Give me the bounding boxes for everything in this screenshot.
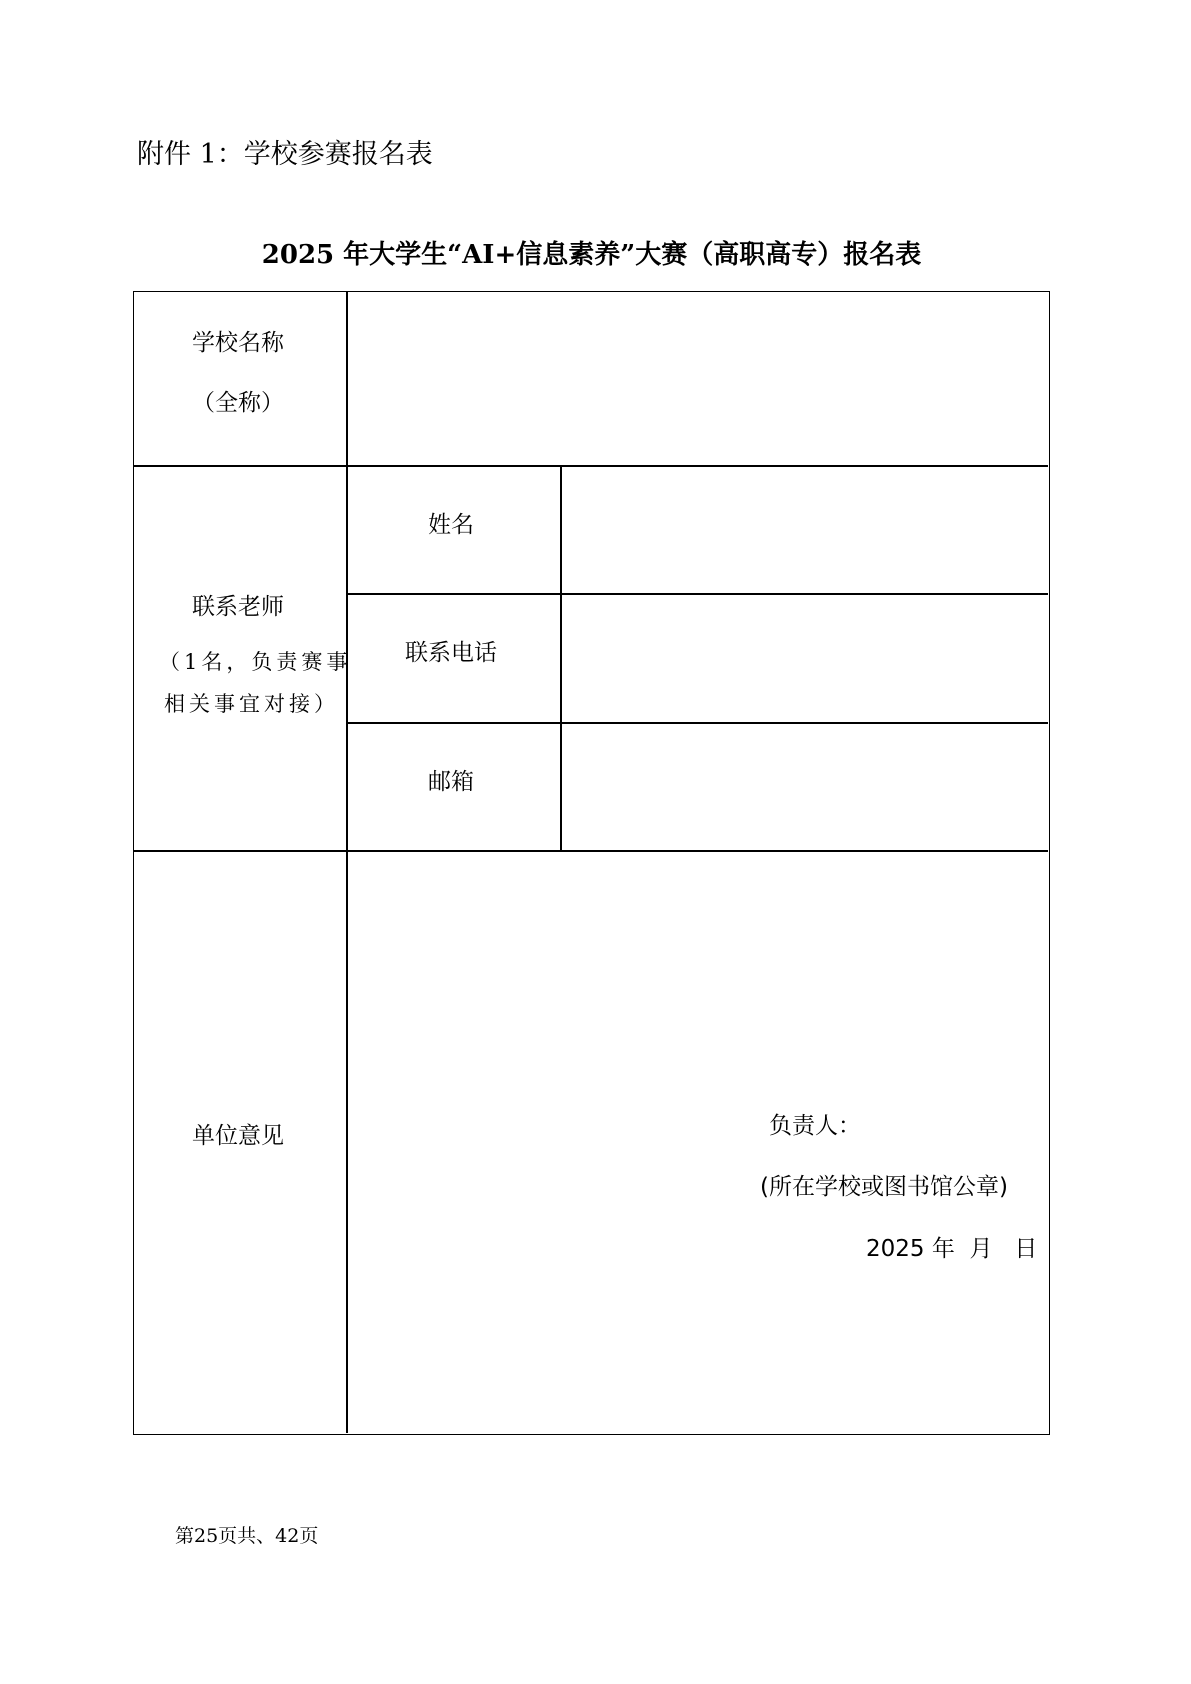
school-name-value[interactable]	[348, 292, 1048, 464]
phone-value[interactable]	[562, 595, 1048, 722]
seal-note: (所在学校或图书馆公章)	[760, 1174, 1008, 1200]
name-value[interactable]	[562, 467, 1048, 593]
school-name-sub: （全称）	[192, 390, 284, 416]
attachment-label: 附件 1：学校参赛报名表	[137, 139, 433, 170]
name-label: 姓名	[428, 512, 474, 538]
phone-label: 联系电话	[405, 640, 497, 666]
date-line: 2025 年 月 日	[866, 1236, 1038, 1262]
contact-teacher-note-1: （1名，负责赛事	[159, 650, 352, 674]
responsible-person: 负责人：	[769, 1113, 861, 1139]
email-label: 邮箱	[428, 769, 474, 795]
school-name-label: 学校名称	[192, 330, 284, 356]
contact-teacher-note-2: 相关事宜对接）	[164, 692, 339, 716]
page-footer: 第25页共、42页	[175, 1525, 319, 1547]
contact-teacher-label: 联系老师	[192, 594, 284, 620]
email-value[interactable]	[562, 724, 1048, 850]
unit-opinion-value[interactable]	[348, 852, 1048, 1433]
form-title: 2025 年大学生“AI+信息素养”大赛（高职高专）报名表	[261, 240, 922, 270]
registration-table	[133, 291, 1050, 1435]
unit-opinion-label: 单位意见	[192, 1123, 284, 1149]
